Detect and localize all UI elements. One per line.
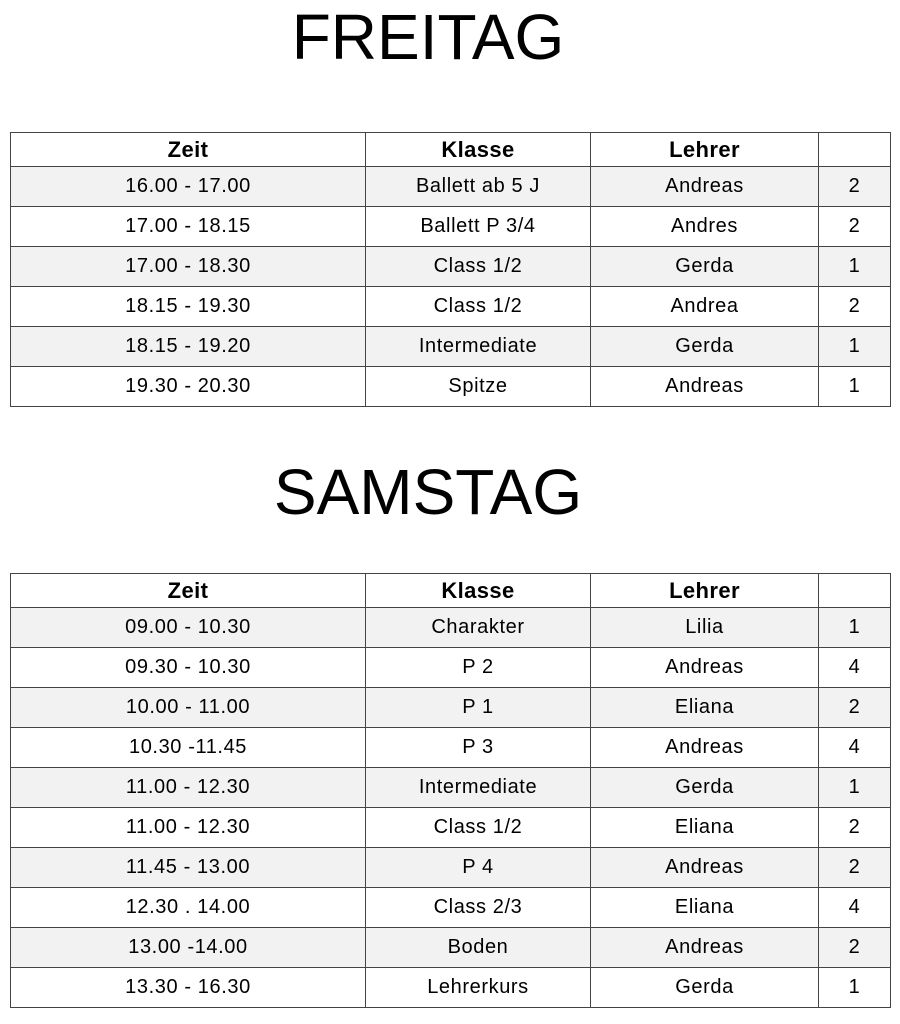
cell-anzahl: 4 xyxy=(819,888,891,928)
table-row xyxy=(11,688,891,728)
table-row xyxy=(11,287,891,327)
cell-lehrer: Gerda xyxy=(591,247,819,287)
schedule-table-freitag xyxy=(10,132,891,407)
cell-klasse: Class 1/2 xyxy=(366,808,591,848)
cell-zeit: 10.00 - 11.00 xyxy=(11,688,366,728)
cell-anzahl: 2 xyxy=(819,928,891,968)
table-header-row xyxy=(11,574,891,608)
cell-zeit: 18.15 - 19.30 xyxy=(11,287,366,327)
cell-lehrer: Andres xyxy=(591,207,819,247)
cell-klasse: Intermediate xyxy=(366,327,591,367)
cell-lehrer: Gerda xyxy=(591,327,819,367)
day-title-samstag: SAMSTAG xyxy=(273,456,583,528)
cell-lehrer: Eliana xyxy=(591,808,819,848)
cell-anzahl: 2 xyxy=(819,207,891,247)
cell-anzahl: 2 xyxy=(819,167,891,207)
cell-zeit: 11.00 - 12.30 xyxy=(11,768,366,808)
cell-anzahl: 2 xyxy=(819,808,891,848)
cell-lehrer: Andreas xyxy=(591,928,819,968)
cell-klasse: Spitze xyxy=(366,367,591,407)
cell-anzahl: 1 xyxy=(819,608,891,648)
cell-anzahl: 1 xyxy=(819,327,891,367)
table-header-row xyxy=(11,133,891,167)
cell-lehrer: Andreas xyxy=(591,848,819,888)
cell-lehrer: Andreas xyxy=(591,648,819,688)
cell-zeit: 11.00 - 12.30 xyxy=(11,808,366,848)
cell-klasse: Lehrerkurs xyxy=(366,968,591,1008)
header-lehrer: Lehrer xyxy=(591,574,819,608)
cell-klasse: Class 1/2 xyxy=(366,287,591,327)
cell-lehrer: Gerda xyxy=(591,968,819,1008)
table-row xyxy=(11,648,891,688)
cell-zeit: 18.15 - 19.20 xyxy=(11,327,366,367)
cell-klasse: Intermediate xyxy=(366,768,591,808)
cell-zeit: 09.00 - 10.30 xyxy=(11,608,366,648)
cell-klasse: P 1 xyxy=(366,688,591,728)
cell-lehrer: Eliana xyxy=(591,688,819,728)
header-anzahl xyxy=(819,133,891,167)
cell-klasse: P 3 xyxy=(366,728,591,768)
cell-zeit: 17.00 - 18.30 xyxy=(11,247,366,287)
cell-lehrer: Andreas xyxy=(591,728,819,768)
cell-zeit: 13.00 -14.00 xyxy=(11,928,366,968)
cell-lehrer: Lilia xyxy=(591,608,819,648)
cell-zeit: 19.30 - 20.30 xyxy=(11,367,366,407)
table-row xyxy=(11,728,891,768)
cell-klasse: Ballett P 3/4 xyxy=(366,207,591,247)
header-anzahl xyxy=(819,574,891,608)
table-row xyxy=(11,167,891,207)
cell-zeit: 13.30 - 16.30 xyxy=(11,968,366,1008)
schedule-table-samstag xyxy=(10,573,891,1008)
cell-lehrer: Andreas xyxy=(591,367,819,407)
cell-zeit: 16.00 - 17.00 xyxy=(11,167,366,207)
table-row xyxy=(11,968,891,1008)
cell-anzahl: 1 xyxy=(819,247,891,287)
table-row xyxy=(11,367,891,407)
cell-lehrer: Andrea xyxy=(591,287,819,327)
cell-lehrer: Andreas xyxy=(591,167,819,207)
cell-anzahl: 1 xyxy=(819,968,891,1008)
cell-klasse: Class 2/3 xyxy=(366,888,591,928)
cell-klasse: P 2 xyxy=(366,648,591,688)
cell-lehrer: Eliana xyxy=(591,888,819,928)
table-row xyxy=(11,888,891,928)
header-klasse: Klasse xyxy=(366,133,591,167)
cell-zeit: 09.30 - 10.30 xyxy=(11,648,366,688)
header-zeit: Zeit xyxy=(11,574,366,608)
table-row xyxy=(11,247,891,287)
table-row xyxy=(11,608,891,648)
cell-klasse: Charakter xyxy=(366,608,591,648)
table-row xyxy=(11,928,891,968)
table-row xyxy=(11,768,891,808)
cell-anzahl: 1 xyxy=(819,768,891,808)
cell-klasse: Ballett ab 5 J xyxy=(366,167,591,207)
cell-zeit: 10.30 -11.45 xyxy=(11,728,366,768)
cell-anzahl: 2 xyxy=(819,287,891,327)
cell-zeit: 12.30 . 14.00 xyxy=(11,888,366,928)
cell-klasse: Class 1/2 xyxy=(366,247,591,287)
header-lehrer: Lehrer xyxy=(591,133,819,167)
cell-anzahl: 4 xyxy=(819,648,891,688)
header-zeit: Zeit xyxy=(11,133,366,167)
table-row xyxy=(11,327,891,367)
day-title-freitag: FREITAG xyxy=(291,1,565,73)
table-row xyxy=(11,808,891,848)
cell-anzahl: 2 xyxy=(819,848,891,888)
cell-anzahl: 4 xyxy=(819,728,891,768)
cell-klasse: P 4 xyxy=(366,848,591,888)
cell-lehrer: Gerda xyxy=(591,768,819,808)
cell-anzahl: 2 xyxy=(819,688,891,728)
cell-zeit: 11.45 - 13.00 xyxy=(11,848,366,888)
cell-anzahl: 1 xyxy=(819,367,891,407)
table-row xyxy=(11,848,891,888)
header-klasse: Klasse xyxy=(366,574,591,608)
cell-klasse: Boden xyxy=(366,928,591,968)
cell-zeit: 17.00 - 18.15 xyxy=(11,207,366,247)
table-row xyxy=(11,207,891,247)
